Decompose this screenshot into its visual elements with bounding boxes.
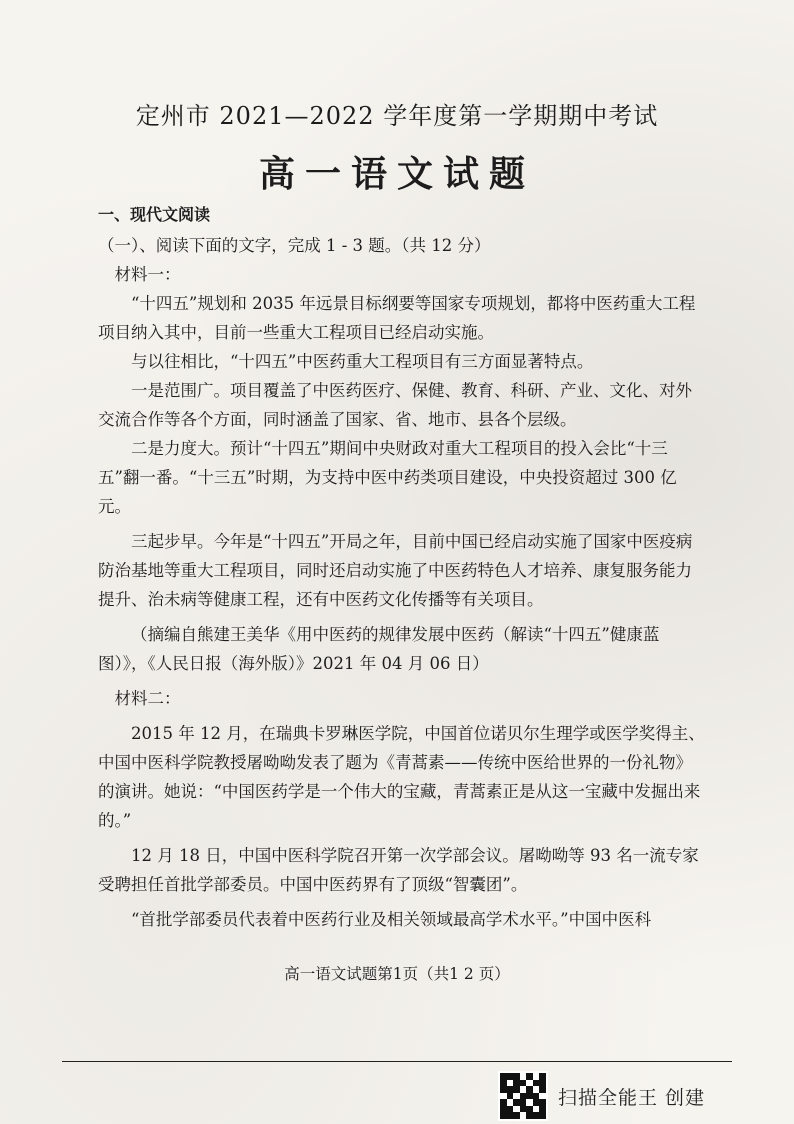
question-intro: （一）、阅读下面的文字，完成 1 - 3 题。（共 12 分） <box>98 236 491 255</box>
material-1-source: （摘编自熊建王美华《用中医药的规律发展中医药（解读“十四五”健康蓝图）》，《人民日报（海外版）》2021 年 04 月 06 日） <box>98 625 660 673</box>
material-1-paragraph: 二是力度大。预计“十四五”期间中央财政对重大工程项目的投入会比“十三五”翻一番。“十三五”时期，为支持中医中药类项目建设，中央投资超过 300 亿元。 <box>98 439 677 516</box>
page-content <box>98 200 708 934</box>
material-1-paragraph: 三起步早。今年是“十四五”开局之年，目前中国已经启动实施了国家中医疫病防治基地等重大工程项目，同时还启动实施了中医药特色人才培养、康复服务能力提升、治未病等健康工程，还有中医药文化传播等有关项目。 <box>98 532 693 609</box>
material-1-paragraph: 与以往相比，“十四五”中医药重大工程项目有三方面显著特点。 <box>131 352 594 371</box>
material-2-paragraph: “首批学部委员代表着中医药行业及相关领域最高学术水平。”中国中医科 <box>131 910 652 929</box>
material-1-paragraph: “十四五”规划和 2035 年远景目标纲要等国家专项规划，都将中医药重大工程项目纳入其中，目前一些重大工程项目已经启动实施。 <box>98 294 696 342</box>
qr-code-icon <box>498 1071 548 1121</box>
material-2-paragraph: 2015 年 12 月，在瑞典卡罗琳医学院，中国首位诺贝尔生理学或医学奖得主、中国中医科学院教授屠呦呦发表了题为《青蒿素——传统中医给世界的一份礼物》的演讲。她说：“中国医药学是一个伟大的宝藏，青蒿素正是从这一宝藏中发掘出来的。” <box>98 724 705 830</box>
material-1-label: 材料一： <box>114 265 181 284</box>
page-footer: 高一语文试题第1页（共1 2 页） <box>284 965 510 983</box>
paper-title: 高一语文试题 <box>258 153 535 195</box>
material-2-label: 材料二： <box>114 689 181 708</box>
exam-title: 定州市 2021—2022 学年度第一学期期中考试 <box>135 102 659 130</box>
divider-line <box>62 1061 732 1062</box>
material-2-paragraph: 12 月 18 日，中国中医科学院召开第一次学部会议。屠呦呦等 93 名一流专家受聘担任首批学部委员。中国中医药界有了顶级“智囊团”。 <box>98 846 699 894</box>
watermark-text: 扫描全能王 创建 <box>558 1086 706 1109</box>
material-1-paragraph: 一是范围广。项目覆盖了中医药医疗、保健、教育、科研、产业、文化、对外交流合作等各个方面，同时涵盖了国家、省、地市、县各个层级。 <box>98 381 692 429</box>
section-heading: 一、现代文阅读 <box>98 205 211 224</box>
scanner-watermark <box>498 1071 705 1121</box>
